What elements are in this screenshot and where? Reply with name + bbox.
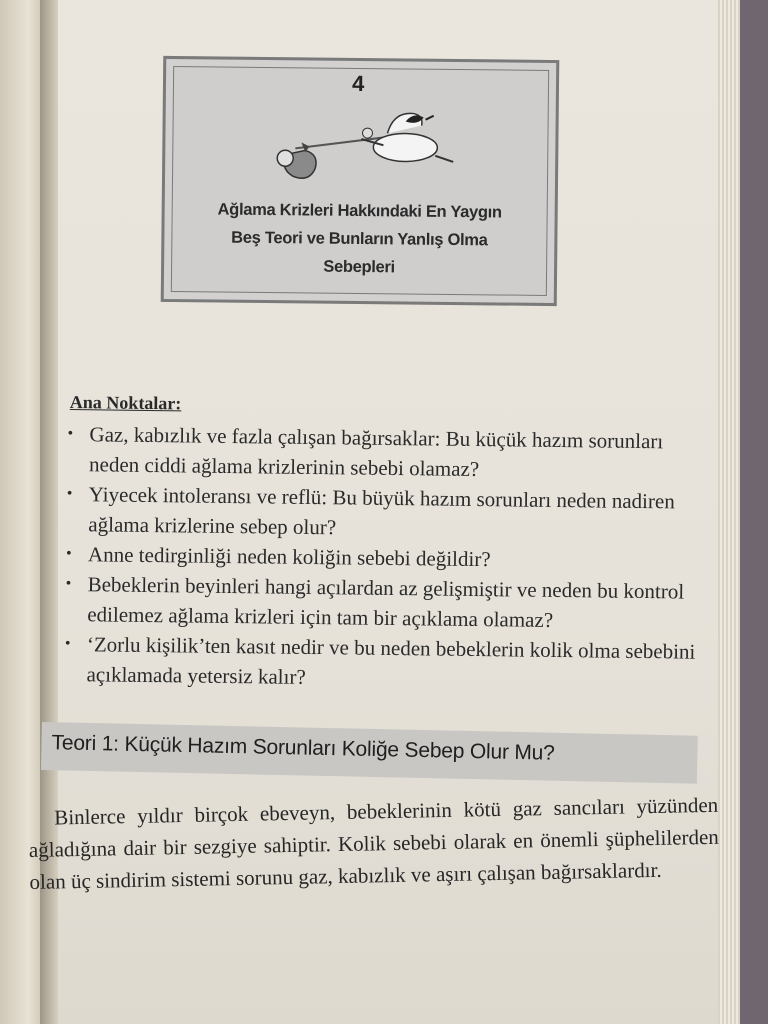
bullet-icon: •: [66, 484, 73, 503]
chapter-title-line: Beş Teori ve Bunların Yanlış Olma: [231, 228, 488, 250]
list-item: [67, 419, 716, 487]
list-item-text: Gaz, kabızlık ve fazla çalışan bağırsaklar: Bu küçük hazım sorunları neden ciddi ağlama krizlerinin sebebi olamaz?: [88, 422, 664, 482]
key-points-section: [64, 392, 716, 697]
chapter-header-box: [161, 56, 560, 306]
list-item: [66, 479, 715, 547]
body-text: [28, 789, 720, 898]
key-points-list: [64, 419, 715, 697]
key-points-heading: Ana Noktalar:: [69, 392, 182, 414]
list-item-text: Anne tedirginliği neden koliğin sebebi değildir?: [87, 542, 491, 572]
section-title: Teori 1: Küçük Hazım Sorunları Koliğe Sebep Olur Mu?: [51, 731, 555, 765]
list-item: [65, 569, 714, 637]
bullet-icon: •: [67, 424, 74, 443]
list-item-text: Bebeklerin beyinleri hangi açılardan az gelişmiştir ve neden bu kontrol edilemez ağlama krizleri için tam bir açıklama olamaz?: [87, 572, 685, 632]
list-item: [64, 629, 713, 697]
body-paragraph: Binlerce yıldır birçok ebeveyn, bebeklerinin kötü gaz sancıları yüzünden ağladığına dair bir sezgiye sahiptir. Kolik sebebi olarak en önemli şüphelilerden olan üç sindirim sistemi sorunu gaz, kabızlık ve aşırı çalışan bağırsaklardır.: [28, 792, 720, 894]
stork-with-baby-icon: [275, 96, 456, 188]
bullet-icon: •: [64, 634, 71, 653]
chapter-title: [174, 195, 545, 283]
chapter-title-line: Ağlama Krizleri Hakkındaki En Yaygın: [217, 200, 502, 222]
list-item-text: Yiyecek intoleransı ve reflü: Bu büyük hazım sorunları neden nadiren ağlama krizlerine sebep olur?: [88, 482, 675, 540]
bullet-icon: •: [65, 544, 72, 563]
chapter-number: 4: [351, 70, 365, 97]
chapter-title-line: Sebepleri: [323, 257, 395, 277]
bullet-icon: •: [65, 574, 72, 593]
page-stack-edge: [718, 0, 740, 1024]
list-item-text: ‘Zorlu kişilik’ten kasıt nedir ve bu neden bebeklerin kolik olma sebebini açıklamada yetersiz kalır?: [86, 632, 696, 689]
